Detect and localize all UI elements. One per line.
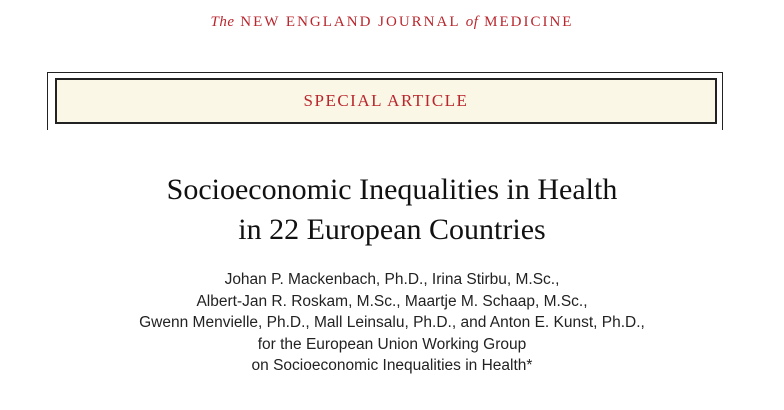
author-line-2: Albert-Jan R. Roskam, M.Sc., Maartje M. Schaap, M.Sc.,	[196, 292, 588, 310]
journal-of: of	[465, 14, 479, 30]
article-title	[0, 170, 784, 250]
author-line-3: Gwenn Menvielle, Ph.D., Mall Leinsalu, Ph.D., and Anton E. Kunst, Ph.D.,	[139, 314, 645, 331]
journal-masthead	[0, 14, 784, 31]
journal-name-part2: MEDICINE	[484, 14, 574, 30]
journal-the: The	[210, 14, 235, 30]
title-line-1: Socioeconomic Inequalities in Health	[166, 173, 618, 206]
journal-name-part1: NEW ENGLAND JOURNAL	[240, 14, 460, 30]
article-type-banner	[55, 78, 717, 124]
author-line-5: on Socioeconomic Inequalities in Health*	[251, 357, 533, 374]
author-line-1: Johan P. Mackenbach, Ph.D., Irina Stirbu, M.Sc.,	[224, 271, 560, 288]
article-type-label: SPECIAL ARTICLE	[303, 91, 469, 110]
author-line-4: for the European Union Working Group	[257, 335, 527, 353]
title-line-2: in 22 European Countries	[238, 213, 546, 246]
author-list	[0, 269, 784, 377]
